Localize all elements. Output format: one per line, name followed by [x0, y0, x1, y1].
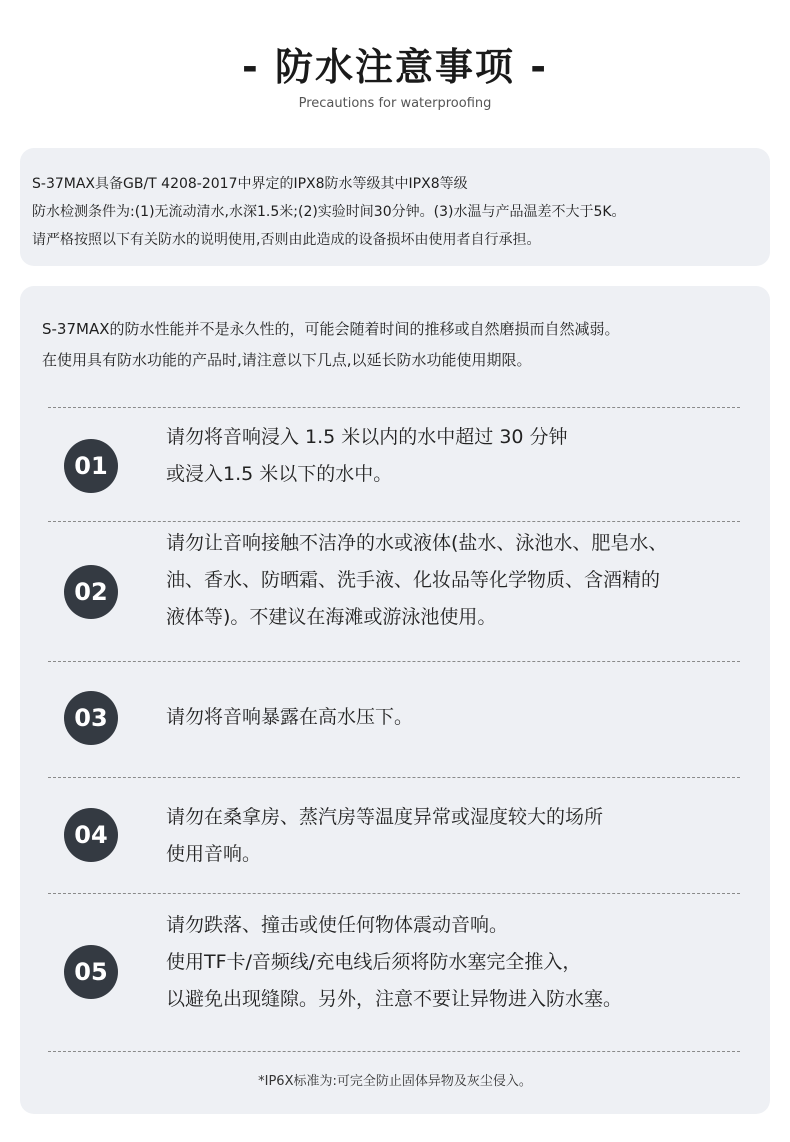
spec-box	[20, 148, 770, 266]
item-text	[166, 907, 622, 1018]
number-badge: 04	[64, 808, 118, 862]
spec-line: 防水检测条件为:(1)无流动清水,水深1.5米;(2)实验时间30分钟。(3)水温与产品温差不大于5K。	[32, 204, 626, 220]
page-header	[0, 40, 790, 111]
item-line: 液体等)。不建议在海滩或游泳池使用。	[166, 606, 497, 628]
divider	[48, 1051, 740, 1052]
item-line: 或浸入1.5 米以下的水中。	[166, 463, 393, 485]
intro-line: 在使用具有防水功能的产品时,请注意以下几点,以延长防水功能使用期限。	[42, 351, 532, 369]
precaution-item-05	[20, 893, 770, 1051]
item-text	[166, 525, 667, 636]
spec-line: 请严格按照以下有关防水的说明使用,否则由此造成的设备损坏由使用者自行承担。	[32, 232, 541, 248]
intro-line: S-37MAX的防水性能并不是永久性的，可能会随着时间的推移或自然磨损而自然减弱。	[42, 320, 620, 338]
item-line: 请勿将音响浸入 1.5 米以内的水中超过 30 分钟	[166, 426, 568, 448]
spec-line: S-37MAX具备GB/T 4208-2017中界定的IPX8防水等级其中IPX8等级	[32, 176, 468, 192]
number-badge: 02	[64, 565, 118, 619]
item-line: 请勿跌落、撞击或使任何物体震动音响。	[166, 914, 509, 936]
item-line: 请勿在桑拿房、蒸汽房等温度异常或湿度较大的场所	[166, 806, 604, 828]
item-line: 油、香水、防晒霜、洗手液、化妆品等化学物质、含酒精的	[166, 569, 661, 591]
item-line: 请勿让音响接触不洁净的水或液体(盐水、泳池水、肥皂水、	[166, 532, 668, 554]
item-line: 以避免出现缝隙。另外，注意不要让异物进入防水塞。	[166, 988, 623, 1010]
item-line: 请勿将音响暴露在高水压下。	[166, 706, 414, 728]
number-badge: 05	[64, 945, 118, 999]
item-line: 使用音响。	[166, 843, 262, 865]
page-subtitle: Precautions for waterproofing	[298, 96, 492, 111]
item-text	[166, 699, 413, 736]
footnote: *IP6X标准为:可完全防止固体异物及灰尘侵入。	[258, 1074, 532, 1089]
intro-text	[42, 314, 620, 376]
number-badge: 01	[64, 439, 118, 493]
item-text	[166, 799, 603, 873]
item-text	[166, 419, 568, 493]
precautions-box	[20, 286, 770, 1114]
precaution-item-04	[20, 777, 770, 893]
precaution-item-01	[20, 407, 770, 521]
precaution-item-02	[20, 521, 770, 661]
page-title: - 防水注意事项 -	[241, 45, 548, 89]
number-badge: 03	[64, 691, 118, 745]
precaution-item-03	[20, 661, 770, 777]
item-line: 使用TF卡/音频线/充电线后须将防水塞完全推入，	[166, 951, 582, 973]
